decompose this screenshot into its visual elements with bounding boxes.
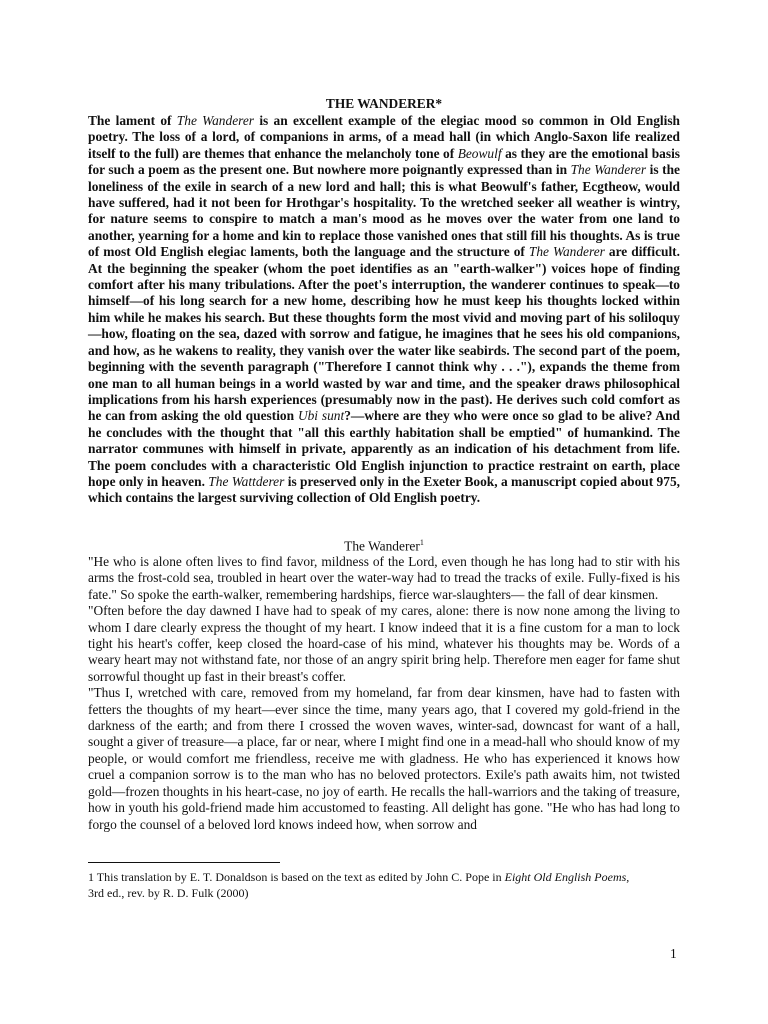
footnote-text: 1 This translation by E. T. Donaldson is based on the text as edited by John C. Pope in [88, 870, 505, 884]
footnote-book-title: Eight Old English Poems, [504, 870, 630, 884]
intro-text: is an excellent example of the elegiac mood so common in Old English poetry. The loss of a lord, of companions in arms, of a mead hall (in which Anglo-Saxon life realized itself to the full) are themes that enhance the melancholy tone of [88, 113, 680, 161]
intro-title-ref: Ubi sunt [297, 408, 345, 424]
intro-title-ref: The Wanderer [570, 162, 647, 178]
footnote-rule [88, 862, 280, 863]
intro-text: ?—where are they who were once so glad to be alive? And he concludes with the thought that "all this earthly habitation shall be emptied" of humankind. The narrator communes with himself in private, apparently as an indication of his detachment from life. The poem concludes with a characteristic Old English injunction to practice restraint on earth, place hope only in heaven. [88, 408, 680, 489]
intro-text: The lament of [88, 113, 177, 128]
intro-text: is the loneliness of the exile in search of a new lord and hall; this is what Beowulf's father, Ecgtheow, would have suffered, had it not been for Hrothgar's hospitality. To the wretched seeker all weather is wintry, for nature seems to conspire to match a man's mood as he moves over the water from one land to another, yearning for a home and kin to replace those vanished ones that still fill his thoughts. As is true of most Old English elegiac laments, both the language and the structure of [88, 162, 680, 260]
intro-text: is preserved only in the Exeter Book, a manuscript copied about 975, which contains the largest surviving collection of Old English poetry. [88, 473, 680, 506]
page-number: 1 [670, 946, 677, 961]
poem-paragraph: "He who is alone often lives to find favor, mildness of the Lord, even though he has long had to stir with his arms the frost-cold sea, troubled in heart over the water-way had to tread the tracks of exile. Fully-fixed is his fate." So spoke the earth-walker, remembering hardships, fierce war-slaughters— the fall of dear kinsmen. [88, 554, 680, 602]
intro-title-ref: The Wanderer [528, 244, 605, 260]
footnote-edition: 3rd ed., rev. by R. D. Fulk (2000) [88, 886, 249, 900]
intro-title-ref: The Wanderer [176, 113, 255, 128]
intro-text: are difficult. At the beginning the speaker (whom the poet identifies as an "earth-walker") voices hope of finding comfort after his many tribulations. After the poet's interruption, the wanderer continues to speak—to himself—of his long search for a new home, describing how he must keep his thoughts locked within him while he makes his search. But these thoughts form the most vivid and moving part of his soliloquy—how, floating on the sea, dazed with sorrow and fatigue, he imagines that he sees his old companions, and how, as he wakens to reality, they vanish over the water like seabirds. The second part of the poem, beginning with the seventh paragraph ("Therefore I cannot think why . . ."), expands the theme from one man to all human beings in a world wasted by war and time, and the speaker draws philosophical implications from his harsh experiences (presumably now in the past). He derives such cold comfort as he can from asking the old question [88, 244, 680, 424]
footnote [88, 869, 688, 901]
intro-text: as they are the emotional basis for such a poem as the present one. But nowhere more poignantly expressed than in [88, 145, 680, 178]
poem-heading-text: The Wanderer [344, 538, 420, 554]
poem-heading [0, 538, 768, 554]
intro-paragraph [88, 113, 680, 507]
poem-paragraph: "Often before the day dawned I have had to speak of my cares, alone: there is now none among the living to whom I dare clearly express the thought of my heart. I know indeed that it is a fine custom for a man to lock tight his heart's coffer, keep closed the hoard-case of his mind, whatever his thoughts may be. Words of a weary heart may not withstand fate, nor those of an angry spirit bring help. Therefore men eager for fame shut sorrowful thought up fast in their breast's coffer. [88, 603, 680, 684]
footnote-marker: 1 [419, 538, 424, 547]
poem-paragraph: "Thus I, wretched with care, removed from my homeland, far from dear kinsmen, have had to fasten with fetters the thoughts of my heart—ever since the time, many years ago, that I covered my gold-friend in the darkness of the earth; and from there I crossed the woven waves, winter-sad, downcast for want of a hall, sought a giver of treasure—a place, far or near, where I might find one in a mead-hall who should know of my people, or would comfort me friendless, receive me with gladness. He who has experienced it knows how cruel a companion sorrow is to the man who has no beloved protectors. Exile's path awaits him, not twisted gold—frozen thoughts in his heart-case, no joy of earth. He recalls the hall-warriors and the taking of treasure, how in youth his gold-friend made him accustomed to feasting. All delight has gone. "He who has had long to forgo the counsel of a beloved lord knows indeed how, when sorrow and [88, 685, 680, 832]
intro-title-ref: Beowulf [457, 145, 502, 161]
intro-title-ref: The Wattderer [208, 473, 285, 489]
document-title: THE WANDERER* [325, 96, 443, 111]
poem-body [88, 554, 680, 833]
